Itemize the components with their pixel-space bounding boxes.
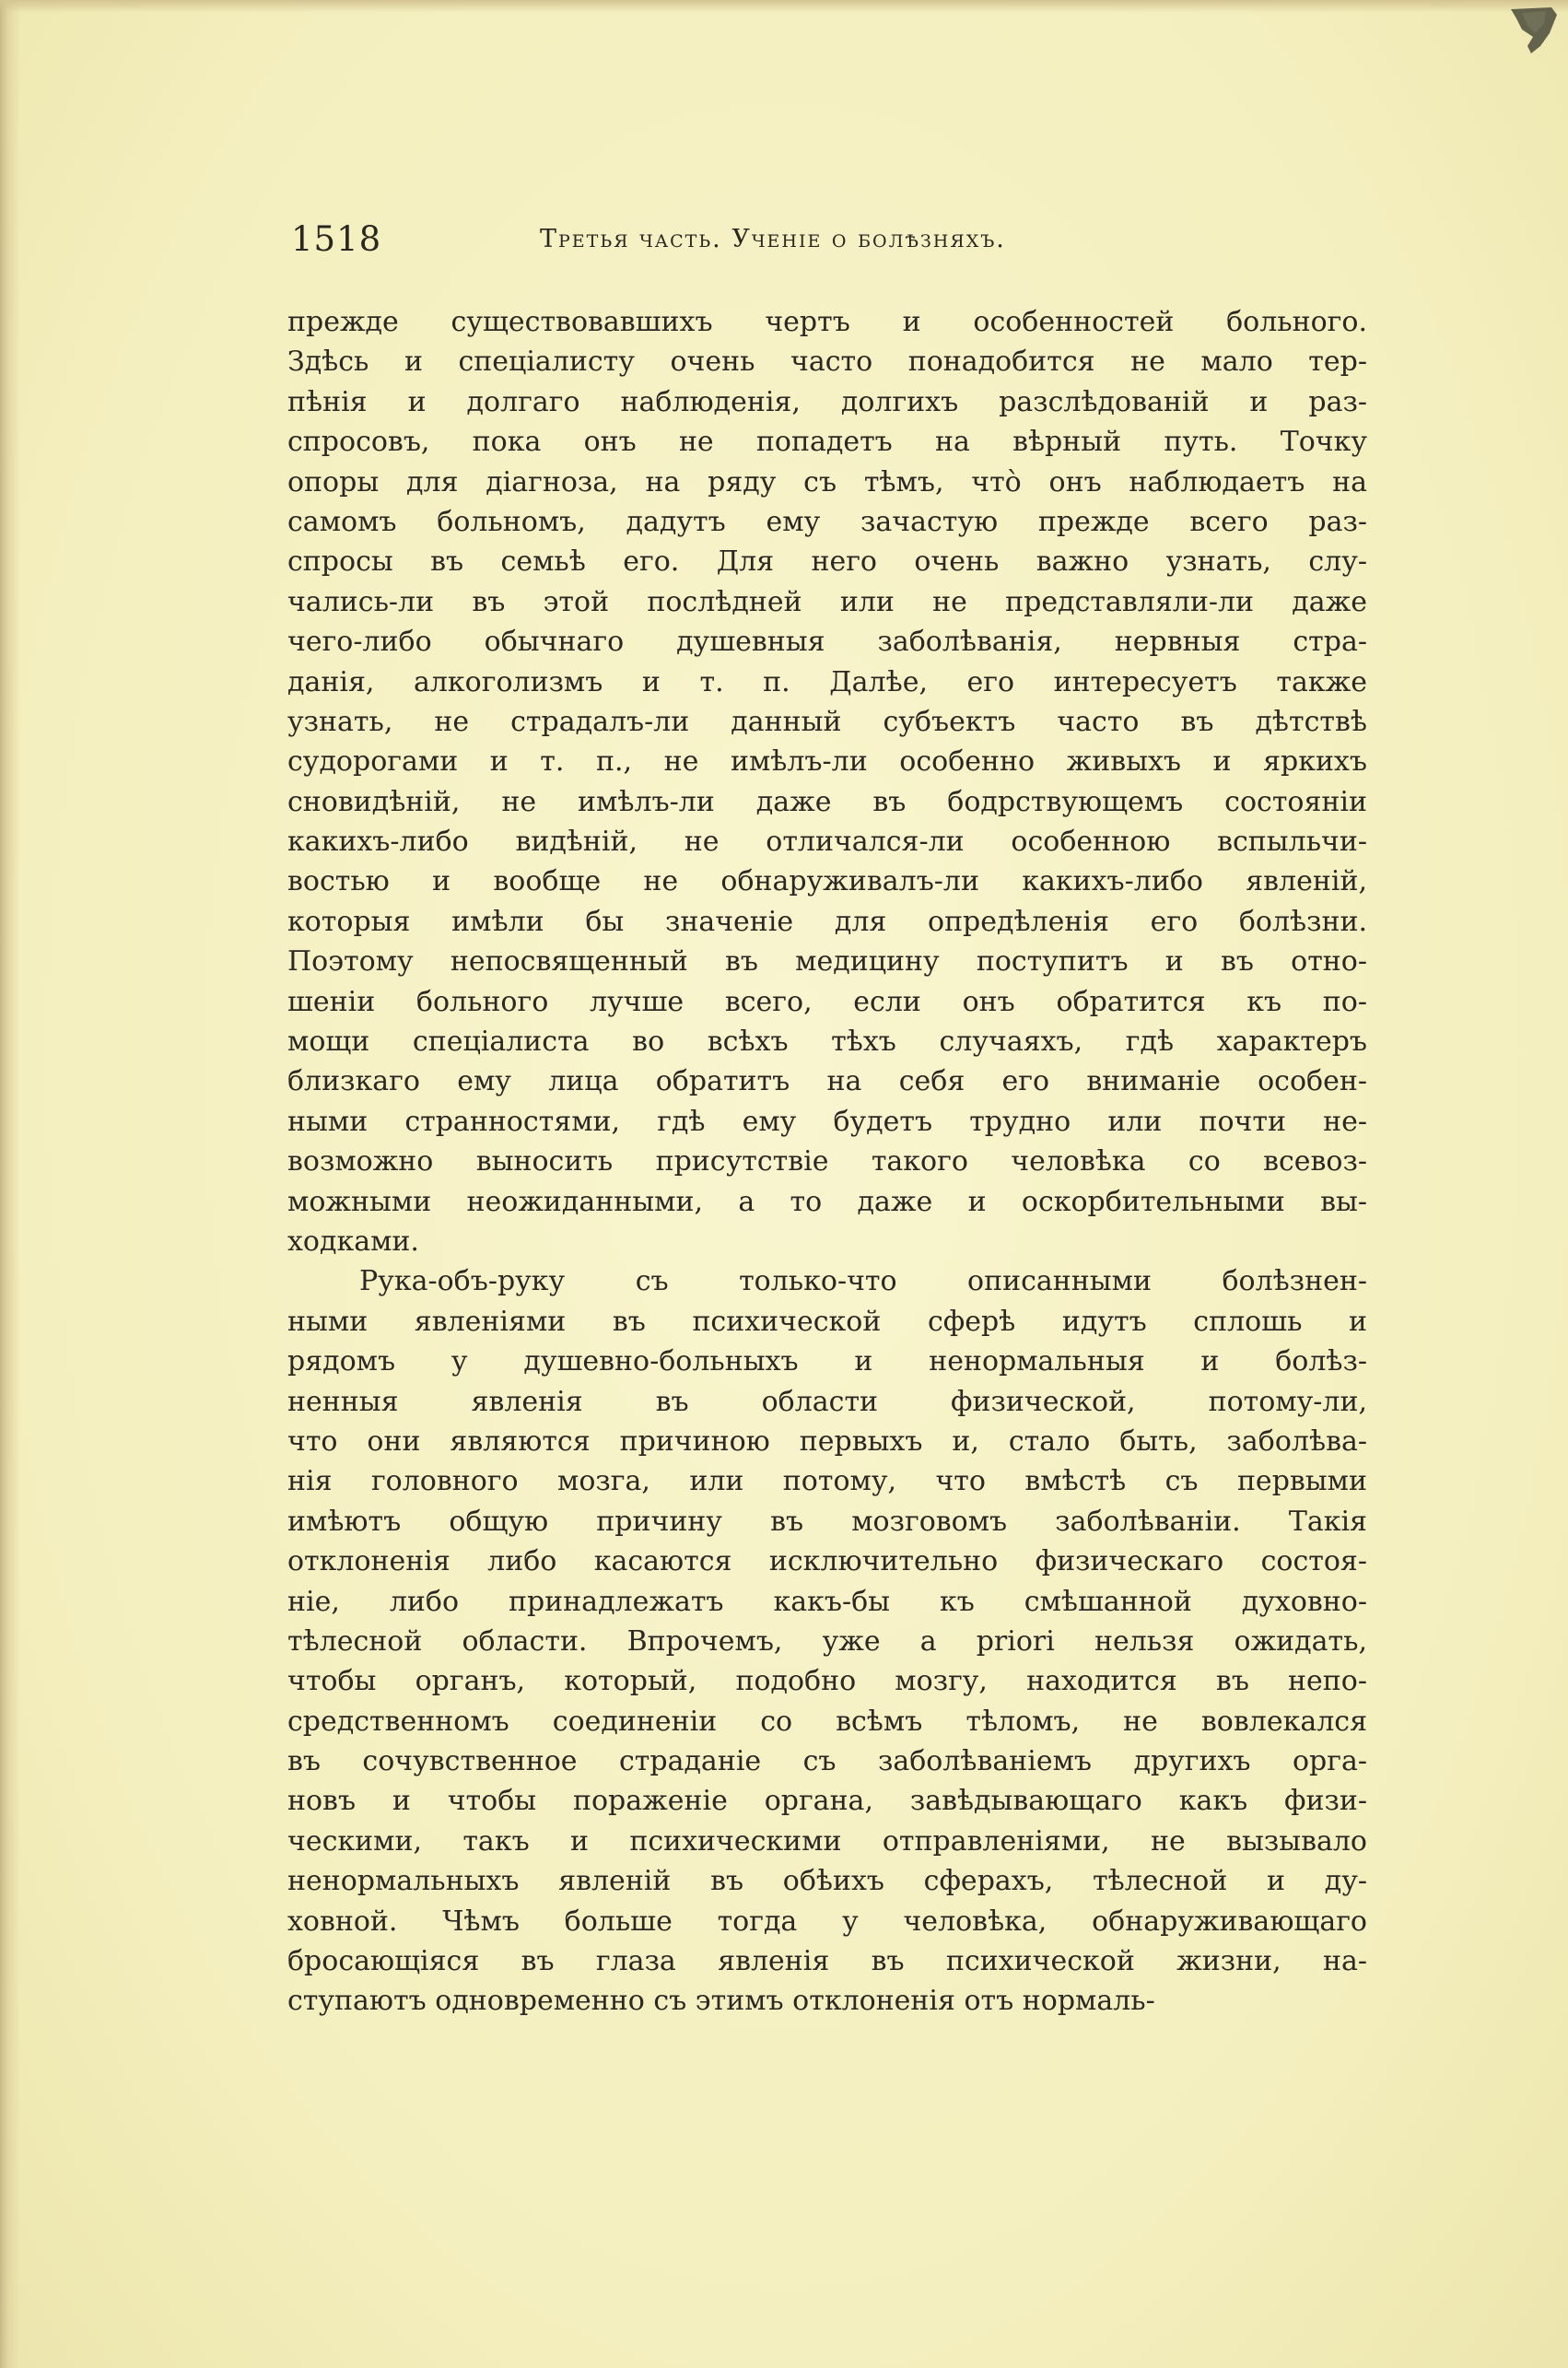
text-line: Поэтому непосвященный въ медицину поступитъ и въ отно-	[287, 945, 1367, 979]
text-line: средственномъ соединеніи со всѣмъ тѣломъ, не вовлекался	[287, 1705, 1367, 1738]
text-line: ховной. Чѣмъ больше тогда у человѣка, обнаруживающаго	[287, 1905, 1367, 1938]
text-line: ческими, такъ и психическими отправленіями, не вызывало	[287, 1824, 1367, 1858]
text-line: какихъ-либо видѣній, не отличался-ли особенною вспыльчи-	[287, 826, 1367, 859]
text-line: Рука-объ-руку съ только-что описанными болѣзнен-	[359, 1265, 1367, 1298]
running-head-title: Третья часть. Ученіе о болѣзняхъ.	[540, 225, 1006, 253]
text-line: ступаютъ одновременно съ этимъ отклоненія отъ нормаль-	[287, 1985, 1155, 2018]
text-line: узнать, не страдалъ-ли данный субъектъ часто въ дѣтствѣ	[287, 705, 1367, 738]
paragraph	[287, 1261, 1367, 2021]
text-line: шеніи больного лучше всего, если онъ обратится къ по-	[287, 985, 1367, 1018]
text-line: ненныя явленія въ области физической, потому-ли,	[287, 1385, 1367, 1418]
text-line: спросы въ семьѣ его. Для него очень важно узнать, слу-	[287, 545, 1367, 579]
text-line: мощи спеціалиста во всѣхъ тѣхъ случаяхъ, гдѣ характеръ	[287, 1026, 1367, 1059]
text-line: тѣлесной области. Впрочемъ, уже a priori нельзя ожидать,	[287, 1624, 1367, 1658]
text-line: бросающіяся въ глаза явленія въ психической жизни, на-	[287, 1945, 1367, 1978]
text-line: близкаго ему лица обратитъ на себя его вниманіе особен-	[287, 1065, 1367, 1098]
page-binding-edge	[0, 0, 20, 2368]
text-line: прежде существовавшихъ чертъ и особенностей больного.	[287, 306, 1367, 338]
text-line: ходками.	[287, 1225, 419, 1258]
paragraph	[287, 302, 1367, 1261]
text-line: чались-ли въ этой послѣдней или не представляли-ли даже	[287, 585, 1367, 618]
text-line: спросовъ, пока онъ не попадетъ на вѣрный путь. Точку	[287, 426, 1367, 459]
text-line: новъ и чтобы пораженіе органа, завѣдывающаго какъ физи-	[287, 1785, 1367, 1818]
text-line: рядомъ у душевно-больныхъ и ненормальныя и болѣз-	[287, 1345, 1367, 1378]
running-head	[291, 219, 1367, 271]
text-line: данія, алкоголизмъ и т. п. Далѣе, его интересуетъ также	[287, 665, 1367, 698]
text-line: востью и вообще не обнаруживалъ-ли какихъ-либо явленій,	[287, 865, 1367, 898]
text-line: въ сочувственное страданіе съ заболѣваніемъ другихъ орга-	[287, 1745, 1367, 1778]
page-top-edge	[0, 0, 1568, 13]
text-line: ными явленіями въ психической сферѣ идутъ сплошь и	[287, 1305, 1367, 1338]
text-line: которыя имѣли бы значеніе для опредѣленія его болѣзни.	[287, 905, 1367, 938]
text-line: ніе, либо принадлежатъ какъ-бы къ смѣшанной духовно-	[287, 1585, 1367, 1618]
corner-stain-icon	[1504, 6, 1559, 61]
text-line: чего-либо обычнаго душевныя заболѣванія, нервныя стра-	[287, 626, 1367, 659]
text-line: пѣнія и долгаго наблюденія, долгихъ разслѣдованій и раз-	[287, 385, 1367, 418]
body-text	[287, 302, 1367, 2022]
page-number: 1518	[291, 219, 382, 259]
text-line: можными неожиданными, а то даже и оскорбительными вы-	[287, 1185, 1367, 1218]
text-line: чтобы органъ, который, подобно мозгу, находится въ непо-	[287, 1665, 1367, 1698]
text-line: судорогами и т. п., не имѣлъ-ли особенно живыхъ и яркихъ	[287, 745, 1367, 779]
text-line: ными странностями, гдѣ ему будетъ трудно или почти не-	[287, 1105, 1367, 1138]
text-line: отклоненія либо касаются исключительно физическаго состоя-	[287, 1545, 1367, 1578]
text-line: самомъ больномъ, дадутъ ему зачастую прежде всего раз-	[287, 505, 1367, 538]
text-line: имѣютъ общую причину въ мозговомъ заболѣваніи. Такія	[287, 1505, 1367, 1538]
text-line: возможно выносить присутствіе такого человѣка со всевоз-	[287, 1145, 1367, 1178]
text-line: опоры для діагноза, на ряду съ тѣмъ, что̀ онъ наблюдаетъ на	[287, 465, 1367, 498]
text-line: Здѣсь и спеціалисту очень часто понадобится не мало тер-	[287, 346, 1367, 379]
text-line: нія головного мозга, или потому, что вмѣстѣ съ первыми	[287, 1465, 1367, 1498]
text-line: сновидѣній, не имѣлъ-ли даже въ бодрствующемъ состояніи	[287, 785, 1367, 818]
text-line: ненормальныхъ явленій въ обѣихъ сферахъ, тѣлесной и ду-	[287, 1865, 1367, 1898]
text-line: что они являются причиною первыхъ и, стало быть, заболѣва-	[287, 1424, 1367, 1458]
